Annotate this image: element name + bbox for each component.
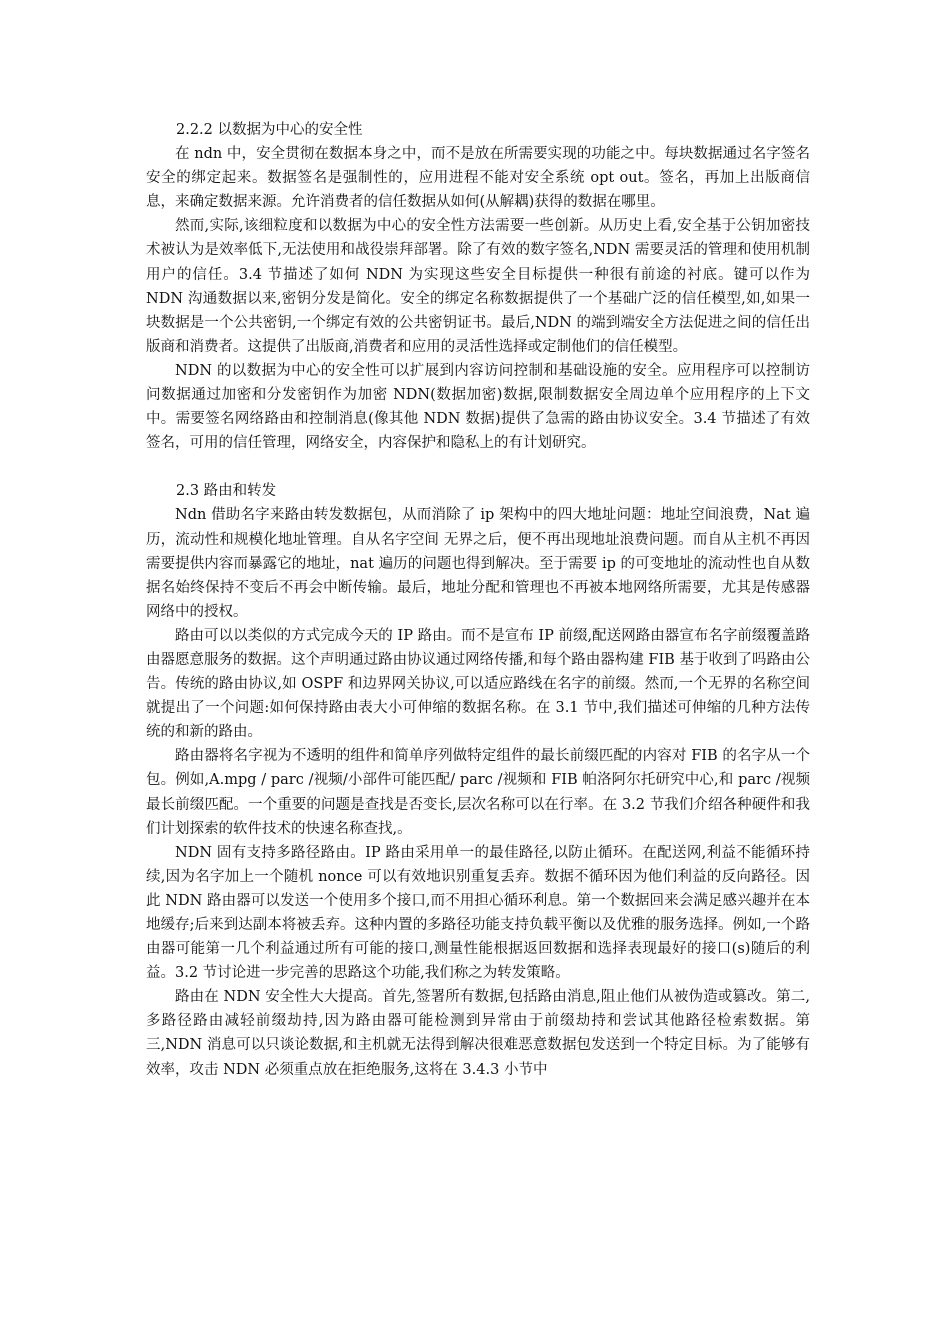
document-page bbox=[146, 118, 810, 1082]
paragraph: 在 ndn 中，安全贯彻在数据本身之中，而不是放在所需要实现的功能之中。每块数据通过名字签名安全的绑定起来。数据签名是强制性的，应用进程不能对安全系统 opt out。签名，再加上出版商信息，来确定数据来源。允许消费者的信任数据从如何(从解耦)获得的数据在哪里。 bbox=[146, 146, 810, 211]
section-heading-routing-forwarding: 2.3 路由和转发 bbox=[176, 483, 277, 500]
paragraph: 路由可以以类似的方式完成今天的 IP 路由。而不是宣布 IP 前缀,配送网路由器宣布名字前缀覆盖路由器愿意服务的数据。这个声明通过路由协议通过网络传播,和每个路由器构建 FIB 基于收到了吗路由公告。传统的路由协议,如 OSPF 和边界网关协议,可以适应路线在名字的前缀。然而,一个无界的名称空间就提出了一个问题:如何保持路由表大小可伸缩的数据名称。在 3.1 节中,我们描述可伸缩的几种方法传统的和新的路由。 bbox=[146, 627, 810, 741]
paragraph: NDN 的以数据为中心的安全性可以扩展到内容访问控制和基础设施的安全。应用程序可以控制访问数据通过加密和分发密钥作为加密 NDN(数据加密)数据,限制数据安全周边单个应用程序的上下文中。需要签名网络路由和控制消息(像其他 NDN 数据)提供了急需的路由协议安全。3.4 节描述了有效签名，可用的信任管理，网络安全，内容保护和隐私上的有计划研究。 bbox=[146, 362, 810, 452]
section-spacer bbox=[146, 455, 810, 479]
paragraph: 路由在 NDN 安全性大大提高。首先,签署所有数据,包括路由消息,阻止他们从被伪造或篡改。第二,多路径路由减轻前缀劫持,因为路由器可能检测到异常由于前缀劫持和尝试其他路径检索数据。第三,NDN 消息可以只谈论数据,和主机就无法得到解决很难恶意数据包发送到一个特定目标。为了能够有效率，攻击 NDN 必须重点放在拒绝服务,这将在 3.4.3 小节中 bbox=[146, 989, 810, 1078]
paragraph: NDN 固有支持多路径路由。IP 路由采用单一的最佳路径,以防止循环。在配送网,利益不能循环持续,因为名字加上一个随机 nonce 可以有效地识别重复丢弃。数据不循环因为他们利益的反向路径。因此 NDN 路由器可以发送一个使用多个接口,而不用担心循环利息。第一个数据回来会满足感兴趣并在本地缓存;后来到达副本将被丢弃。这种内置的多路径功能支持负载平衡以及优雅的服务选择。例如,一个路由器可能第一几个利益通过所有可能的接口,测量性能根据返回数据和选择表现最好的接口(s)随后的利益。3.2 节讨论进一步完善的思路这个功能,我们称之为转发策略。 bbox=[146, 844, 810, 982]
paragraph: Ndn 借助名字来路由转发数据包，从而消除了 ip 架构中的四大地址问题：地址空间浪费，Nat 遍历，流动性和规模化地址管理。自从名字空间 无界之后，便不再出现地址浪费问题。而自从主机不再因需要提供内容而暴露它的地址，nat 遍历的问题也得到解决。至于需要 ip 的可变地址的流动性也自从数据名始终保持不变后不再会中断传输。最后，地址分配和管理也不再被本地网络所需要，尤其是传感器网络中的授权。 bbox=[146, 507, 810, 620]
paragraph: 然而,实际,该细粒度和以数据为中心的安全性方法需要一些创新。从历史上看,安全基于公钥加密技术被认为是效率低下,无法使用和战役崇拜部署。除了有效的数字签名,NDN 需要灵活的管理和使用机制用户的信任。3.4 节描述了如何 NDN 为实现这些安全目标提供一种很有前途的衬底。键可以作为 NDN 沟通数据以来,密钥分发是简化。安全的绑定名称数据提供了一个基础广泛的信任模型,如,如果一块数据是一个公共密钥,一个绑定有效的公共密钥证书。最后,NDN 的端到端安全方法促进之间的信任出版商和消费者。这提供了出版商,消费者和应用的灵活性选择或定制他们的信任模型。 bbox=[146, 218, 810, 355]
paragraph: 路由器将名字视为不透明的组件和简单序列做特定组件的最长前缀匹配的内容对 FIB 的名字从一个包。例如,A.mpg / parc /视频/小部件可能匹配/ parc /视频和 FIB 帕洛阿尔托研究中心,和 parc /视频最长前缀匹配。一个重要的问题是查找是否变长,层次名称可以在行率。在 3.2 节我们介绍各种硬件和我们计划探索的软件技术的快速名称查找,。 bbox=[146, 748, 810, 837]
section-heading-data-centric-security: 2.2.2 以数据为中心的安全性 bbox=[176, 122, 363, 138]
